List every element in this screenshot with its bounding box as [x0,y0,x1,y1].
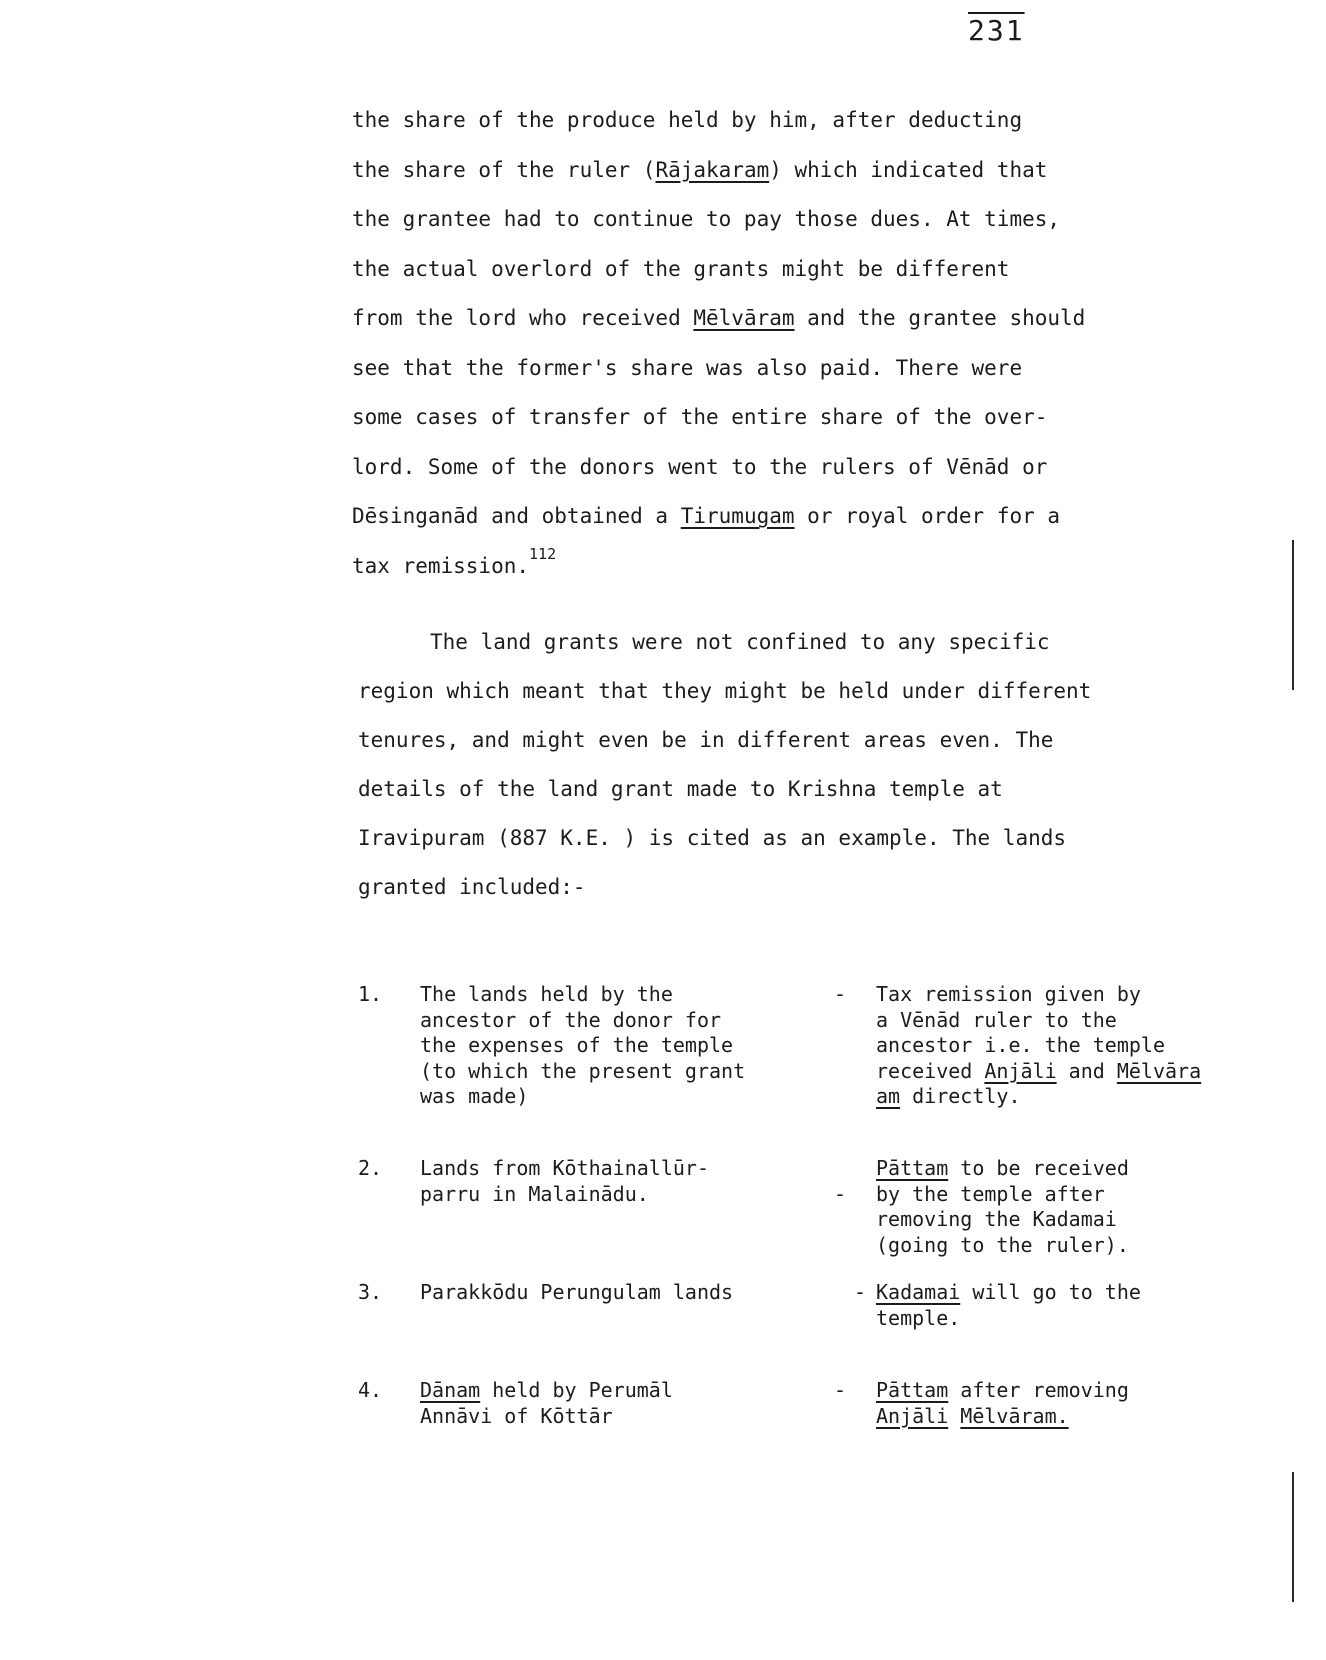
text-span: tax remission. [352,553,530,578]
underlined-term: Dānam [420,1378,481,1402]
text-line: details of the land grant made to Krishna temple at [358,777,1003,801]
text-line: region which meant that they might be held under different [358,679,1092,703]
underlined-term: Mēlvāram [693,306,795,330]
paragraph-1 [352,96,1232,591]
text-line: Iravipuram (887 K.E. ) is cited as an example. The lands [358,826,1067,850]
underlined-term: Anjāli [876,1403,949,1428]
text-span: Dēsinganād and obtained a [352,504,681,528]
underlined-term: Pāttam [876,1156,949,1180]
text-span: directly. [900,1084,1021,1108]
text-line [352,146,1232,196]
text-line: granted included:- [358,875,586,899]
text-span [948,1404,960,1428]
text-line [352,542,1232,592]
text-line: (going to the ruler). [876,1232,1129,1257]
item-number: 1. [358,982,383,1006]
text-line [876,1156,1296,1182]
text-line: Tax remission given by [876,982,1141,1006]
item-dash: - [834,982,847,1006]
text-line: temple. [876,1305,961,1330]
text-line [876,1280,1296,1306]
item-description: Lands from Kōthainallūr- parru in Malainādu. [420,1156,709,1206]
item-note [876,1378,1296,1429]
item-number: 3. [358,1280,383,1304]
text-line: by the temple after [876,1181,1105,1206]
text-line: removing the Kadamai [876,1207,1117,1231]
text-line [876,1378,1296,1404]
text-span: from the lord who received [352,306,694,330]
page-number: 231 [968,14,1025,47]
item-dash: - [834,1378,847,1402]
item-note [876,1280,1296,1331]
item-note [876,982,1296,1110]
text-line [352,294,1232,344]
item-number: 4. [358,1378,383,1402]
text-line: some cases of transfer of the entire share of the over- [352,405,1048,429]
underlined-term: Tirumugam [680,504,795,528]
text-span: and the grantee should [794,306,1086,330]
text-span: will go to the [960,1280,1141,1304]
item-number: 2. [358,1156,383,1180]
underlined-term: Pāttam [876,1378,949,1402]
item-dash: - [834,1182,847,1206]
text-line: the actual overlord of the grants might be different [352,256,1010,281]
text-line: a Vēnād ruler to the [876,1007,1117,1032]
text-span: received [876,1058,985,1083]
underlined-term: Kadamai [876,1280,961,1304]
scan-margin-line [1292,1472,1294,1602]
underlined-term: Rājakaram [655,157,770,182]
text-line: The land grants were not confined to any specific [430,630,1050,654]
text-span: or royal order for a [794,504,1061,528]
underlined-term: Mēlvāra [1116,1058,1202,1083]
text-span: and [1056,1058,1117,1083]
text-line [876,1404,1296,1430]
underlined-term: Mēlvāram. [960,1403,1069,1428]
text-line: Annāvi of Kōttār [420,1403,613,1428]
underlined-term: am [876,1084,901,1108]
footnote-ref: 112 [529,544,557,563]
text-line: lord. Some of the donors went to the rulers of Vēnād or [352,454,1048,479]
paragraph-2 [358,618,1238,912]
item-note [876,1156,1296,1258]
scan-margin-line [1292,540,1294,690]
text-line: see that the former's share was also paid. There were [352,355,1023,380]
underlined-term: Anjāli [984,1058,1057,1083]
text-span: the share of the ruler ( [352,157,656,182]
item-description: The lands held by the ancestor of the donor for the expenses of the temple (to which the present grant was made) [420,982,746,1108]
text-line: the share of the produce held by him, after deducting [352,108,1023,132]
text-line [876,1084,1296,1110]
text-span: to be received [948,1156,1129,1180]
text-span: ) which indicated that [769,157,1048,182]
text-line [420,1378,840,1404]
item-description [420,1378,840,1429]
item-description: Parakkōdu Perungulam lands [420,1280,734,1304]
text-line [352,492,1232,542]
item-dash: - [854,1280,867,1304]
text-span: held by Perumāl [480,1378,673,1402]
text-line: the grantee had to continue to pay those dues. At times, [352,207,1061,231]
text-line: tenures, and might even be in different areas even. The [358,728,1054,752]
text-span: after removing [948,1378,1129,1402]
text-line: ancestor i.e. the temple [876,1033,1165,1057]
text-line [876,1059,1296,1085]
